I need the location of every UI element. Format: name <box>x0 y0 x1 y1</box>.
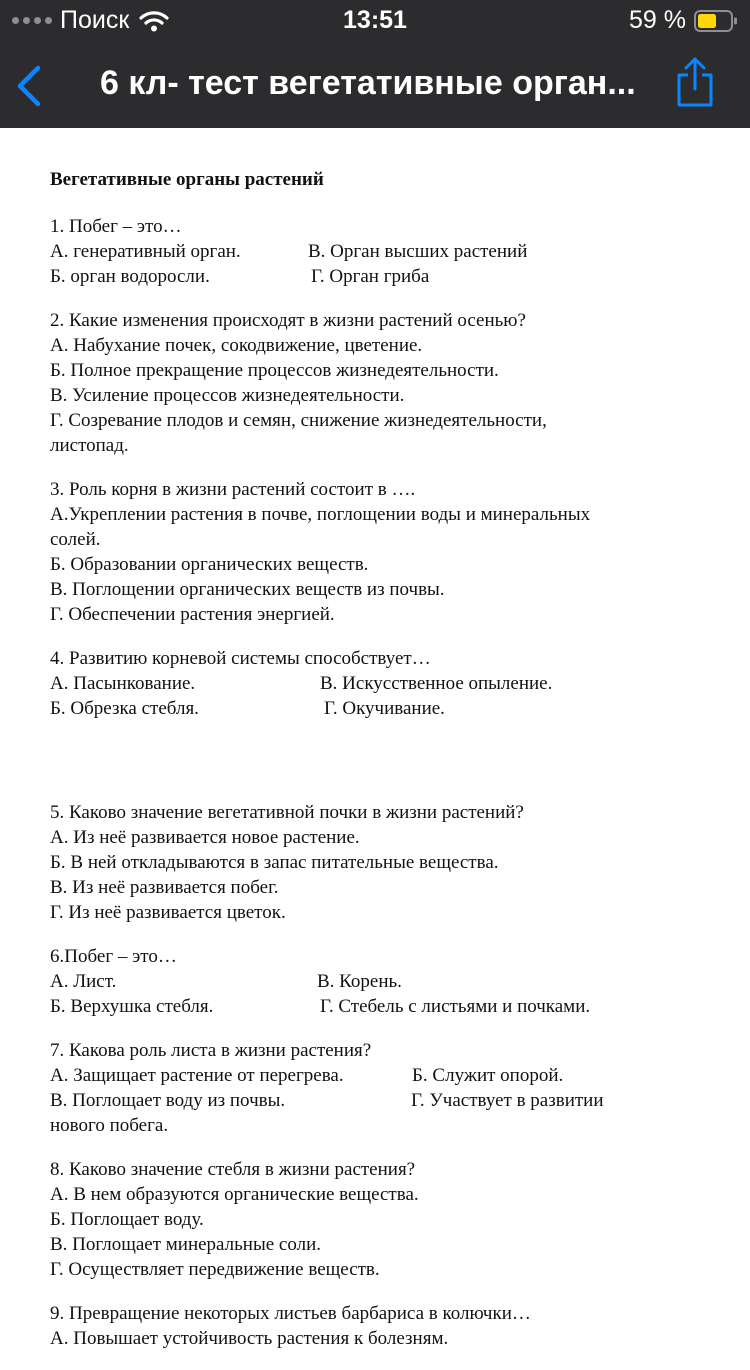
answer-a: А. Повышает устойчивость растения к болезням. <box>50 1328 449 1349</box>
answer-b: Б. Верхушка стебля. <box>50 996 214 1017</box>
question-text: 8. Каково значение стебля в жизни растения? <box>50 1159 416 1180</box>
status-right <box>629 6 738 35</box>
answer-v: В. Усиление процессов жизнедеятельности. <box>50 385 405 406</box>
answer-a: А. генеративный орган. <box>50 241 241 262</box>
answer-row <box>50 969 710 994</box>
battery-icon <box>694 10 738 32</box>
answer-v: В. Из неё развивается побег. <box>50 877 279 898</box>
answer-g-continued: листопад. <box>50 435 129 456</box>
page-gap <box>50 740 710 800</box>
question-8 <box>50 1157 710 1282</box>
answer-g: Г. Орган гриба <box>311 266 430 287</box>
answer-a: А. Пасынкование. <box>50 673 196 694</box>
answer-a: А. Лист. <box>50 971 117 992</box>
question-text: 5. Каково значение вегетативной почки в жизни растений? <box>50 802 524 823</box>
answer-g: Г. Стебель с листьями и почками. <box>320 996 591 1017</box>
answer-row <box>50 696 710 721</box>
question-text: 4. Развитию корневой системы способствует… <box>50 648 431 669</box>
answer-g: Г. Созревание плодов и семян, снижение жизнедеятельности, <box>50 410 547 431</box>
question-text: 9. Превращение некоторых листьев барбариса в колючки… <box>50 1303 531 1324</box>
document-content <box>50 164 710 1370</box>
answer-b: Б. Обрезка стебля. <box>50 698 199 719</box>
question-1 <box>50 214 710 289</box>
answer-b: Б. Полное прекращение процессов жизнедеятельности. <box>50 360 499 381</box>
question-text: 1. Побег – это… <box>50 216 182 237</box>
answer-a-continued: солей. <box>50 529 101 550</box>
answer-v: В. Искусственное опыление. <box>320 673 553 694</box>
answer-a: А. Защищает растение от перегрева. <box>50 1065 344 1086</box>
back-icon[interactable] <box>14 64 44 108</box>
answer-a: А. Набухание почек, сокодвижение, цветение. <box>50 335 423 356</box>
answer-a: А. Из неё развивается новое растение. <box>50 827 360 848</box>
status-bar <box>0 0 750 44</box>
answer-g: Г. Обеспечении растения энергией. <box>50 604 335 625</box>
answer-g: Г. Осуществляет передвижение веществ. <box>50 1259 380 1280</box>
answer-row <box>50 1063 710 1088</box>
answer-b: Б. Служит опорой. <box>412 1065 564 1086</box>
share-icon[interactable] <box>674 56 716 108</box>
top-bar <box>0 0 750 128</box>
question-text: 6.Побег – это… <box>50 946 177 967</box>
answer-a: А.Укреплении растения в почве, поглощении воды и минеральных <box>50 504 591 525</box>
question-9 <box>50 1301 710 1351</box>
question-5 <box>50 800 710 925</box>
answer-b: Б. Поглощает воду. <box>50 1209 204 1230</box>
question-3 <box>50 477 710 627</box>
answer-v: В. Поглощает воду из почвы. <box>50 1090 286 1111</box>
answer-row <box>50 671 710 696</box>
document-title: 6 кл- тест вегетативные орган... <box>100 64 636 102</box>
answer-v: В. Поглощении органических веществ из почвы. <box>50 579 445 600</box>
answer-g: Г. Участвует в развитии <box>411 1090 604 1111</box>
status-time: 13:51 <box>343 6 407 34</box>
question-6 <box>50 944 710 1019</box>
answer-v: В. Поглощает минеральные соли. <box>50 1234 321 1255</box>
question-2 <box>50 308 710 458</box>
question-7 <box>50 1038 710 1138</box>
document-heading: Вегетативные органы растений <box>50 169 324 190</box>
question-text: 3. Роль корня в жизни растений состоит в …. <box>50 479 416 500</box>
answer-b: Б. Образовании органических веществ. <box>50 554 369 575</box>
answer-row <box>50 264 710 289</box>
navigation-bar <box>0 44 750 128</box>
answer-row <box>50 239 710 264</box>
answer-b: Б. В ней откладываются в запас питательные вещества. <box>50 852 499 873</box>
answer-g: Г. Из неё развивается цветок. <box>50 902 286 923</box>
answer-row <box>50 1088 710 1113</box>
answer-a: А. В нем образуются органические вещества. <box>50 1184 419 1205</box>
answer-g-continued: нового побега. <box>50 1115 169 1136</box>
carrier-label: Поиск <box>60 6 130 34</box>
answer-v: В. Корень. <box>317 971 402 992</box>
question-4 <box>50 646 710 721</box>
question-text: 7. Какова роль листа в жизни растения? <box>50 1040 372 1061</box>
answer-row <box>50 994 710 1019</box>
battery-percent: 59 % <box>629 6 686 34</box>
question-text: 2. Какие изменения происходят в жизни растений осенью? <box>50 310 526 331</box>
answer-g: Г. Окучивание. <box>324 698 445 719</box>
answer-b: Б. орган водоросли. <box>50 266 210 287</box>
answer-v: В. Орган высших растений <box>308 241 528 262</box>
